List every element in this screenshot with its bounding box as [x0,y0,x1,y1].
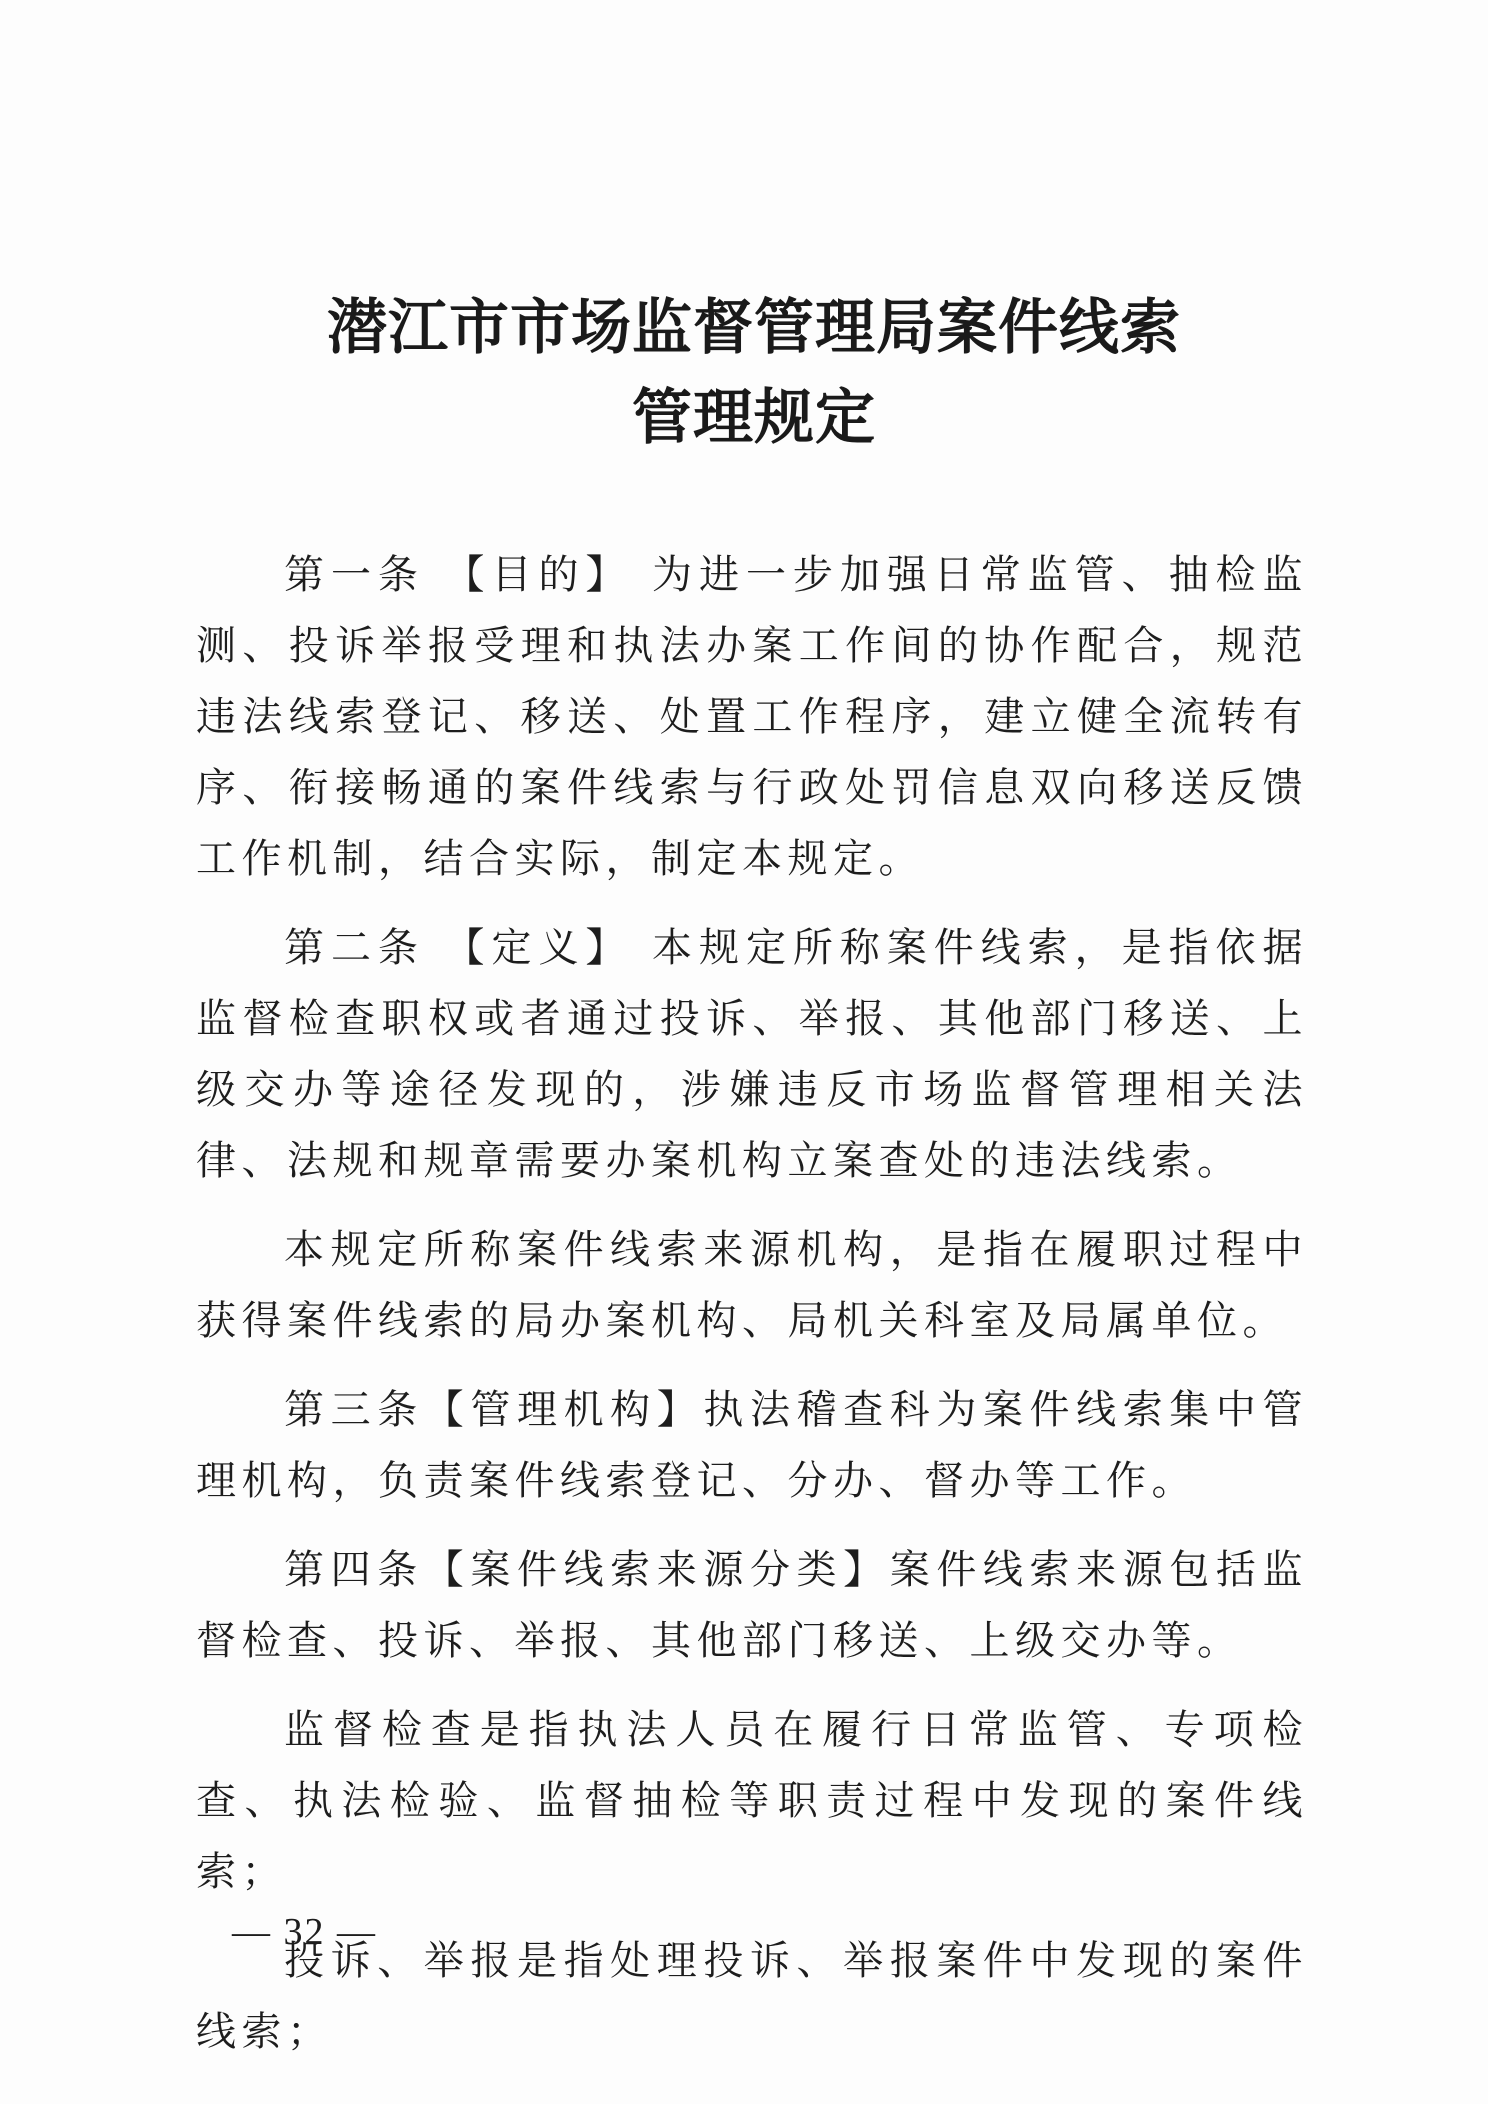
paragraph-article-3: 第三条【管理机构】执法稽查科为案件线索集中管理机构，负责案件线索登记、分办、督办等工作。 [196,1387,1308,1504]
page-number: — 32 — [232,1911,377,1953]
document-title-line-1: 潜江市市场监督管理局案件线索 [327,293,1181,363]
paragraph-article-2: 第二条 【定义】 本规定所称案件线索，是指依据监督检查职权或者通过投诉、举报、其他部门移送、上级交办等途径发现的，涉嫌违反市场监督管理相关法律、法规和规章需要办案机构立案查处的违法线索。 [196,925,1308,1184]
paragraph-complaint-report: 投诉、举报是指处理投诉、举报案件中发现的案件线索； [196,1938,1308,2055]
document-title-line-2: 管理规定 [632,383,876,453]
document-body [196,540,1308,2086]
paragraph-supervision-inspection: 监督检查是指执法人员在履行日常监管、专项检查、执法检验、监督抽检等职责过程中发现的案件线索； [196,1707,1308,1895]
paragraph-article-1: 第一条 【目的】 为进一步加强日常监管、抽检监测、投诉举报受理和执法办案工作间的协作配合，规范违法线索登记、移送、处置工作程序，建立健全流转有序、衔接畅通的案件线索与行政处罚信息双向移送反馈工作机制，结合实际，制定本规定。 [196,552,1308,882]
paragraph-article-4: 第四条【案件线索来源分类】案件线索来源包括监督检查、投诉、举报、其他部门移送、上级交办等。 [196,1547,1308,1664]
paragraph-source-institution: 本规定所称案件线索来源机构，是指在履职过程中获得案件线索的局办案机构、局机关科室及局属单位。 [196,1227,1308,1344]
